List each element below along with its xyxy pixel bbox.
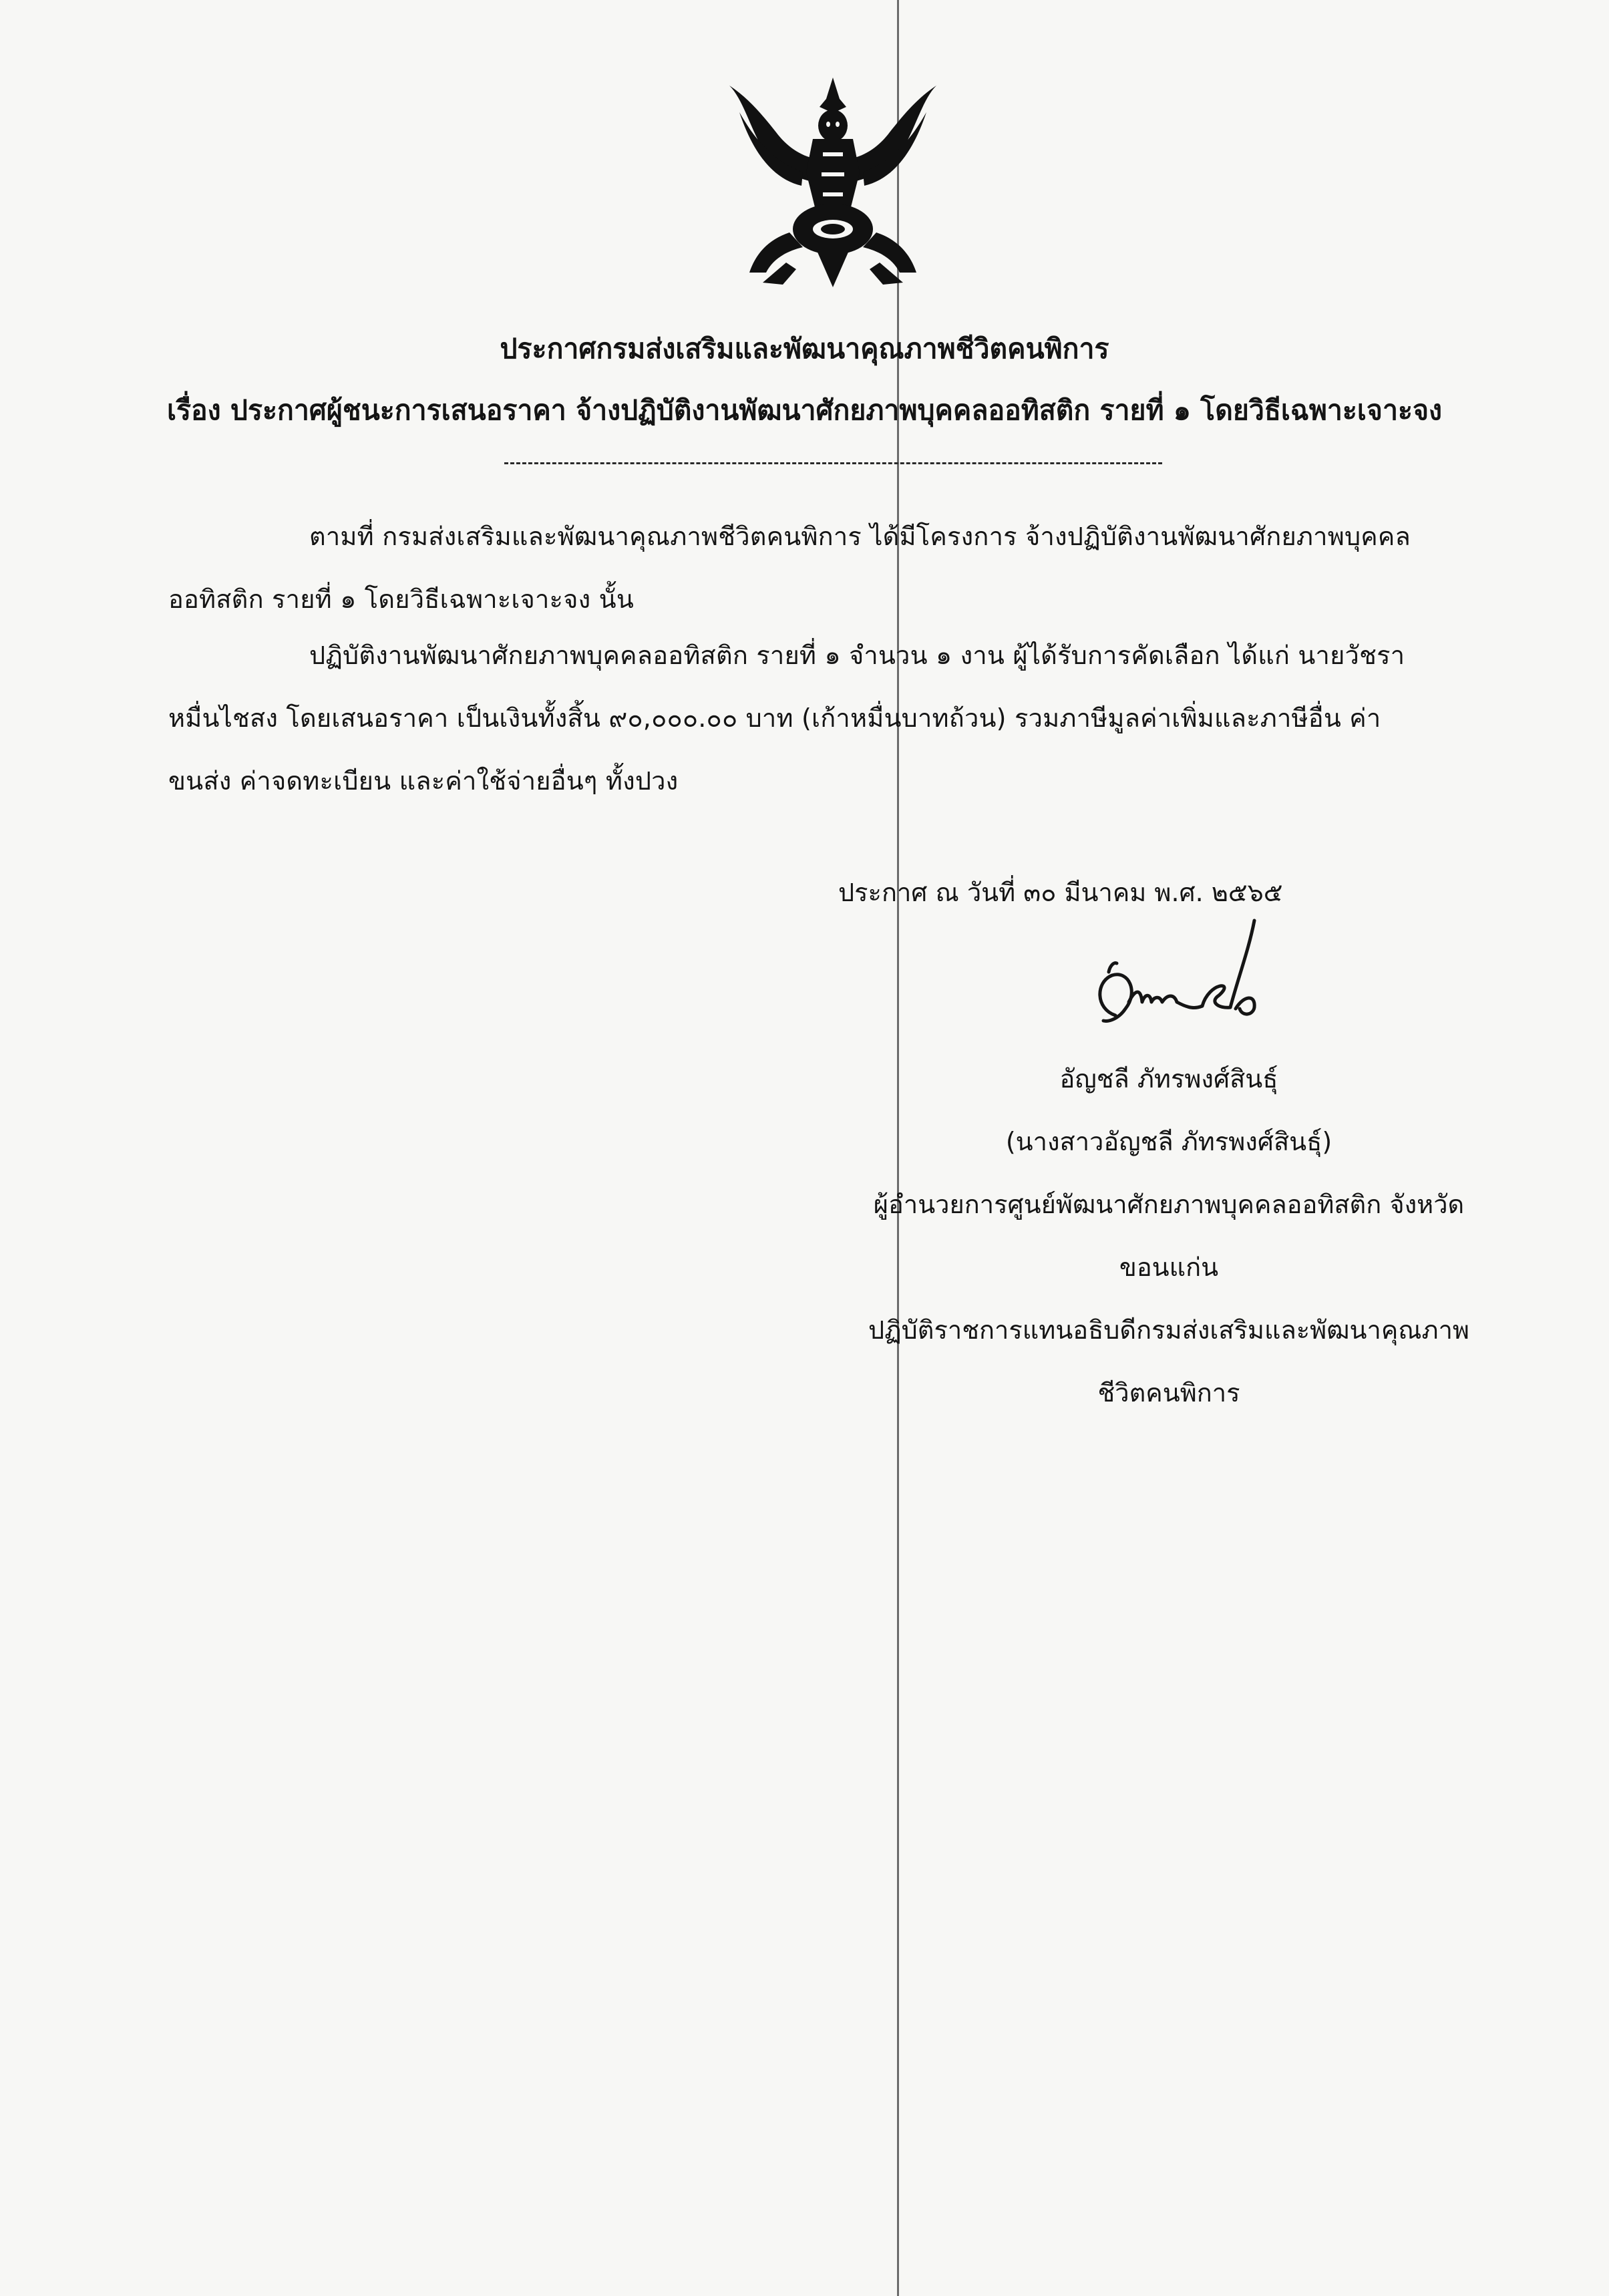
signer-position-line-2: ขอนแก่น [1119,1253,1219,1282]
garuda-emblem-icon [723,72,943,293]
announcement-title: ประกาศกรมส่งเสริมและพัฒนาคุณภาพชีวิตคนพิการ [500,333,1109,365]
body-paragraph-2-line-1: ปฏิบัติงานพัฒนาศักยภาพบุคคลออทิสติก รายที่ ๑ จำนวน ๑ งาน ผู้ได้รับการคัดเลือก ได้แก่ นายวัชรา [309,641,1405,670]
announcement-subject: เรื่อง ประกาศผู้ชนะการเสนอราคา จ้างปฏิบัติงานพัฒนาศักยภาพบุคคลออทิสติก รายที่ ๑ โดยวิธีเฉพาะเจาะจง [166,394,1443,426]
acting-for-line-1: ปฏิบัติราชการแทนอธิบดีกรมส่งเสริมและพัฒนาคุณภาพ [868,1315,1469,1345]
divider-line [504,462,1162,464]
handwritten-signature [1075,909,1289,1045]
signer-position-line-1: ผู้อำนวยการศูนย์พัฒนาศักยภาพบุคคลออทิสติก จังหวัด [873,1190,1465,1219]
body-paragraph-1-line-2: ออทิสติก รายที่ ๑ โดยวิธีเฉพาะเจาะจง นั้น [168,585,635,614]
signer-full-name: (นางสาวอัญชลี ภัทรพงศ์สินธุ์) [1005,1127,1332,1156]
signature-block [835,1047,1503,1424]
announcement-date: ประกาศ ณ วันที่ ๓๐ มีนาคม พ.ศ. ๒๕๖๕ [838,878,1283,907]
acting-for-line-2: ชีวิตคนพิการ [1097,1378,1240,1408]
body-paragraph-2-line-2: หมื่นไชสง โดยเสนอราคา เป็นเงินทั้งสิ้น ๙๐,๐๐๐.๐๐ บาท (เก้าหมื่นบาทถ้วน) รวมภาษีมูลค่าเพิ่มและภาษีอื่น ค่า [168,703,1381,733]
body-paragraph-1-line-1: ตามที่ กรมส่งเสริมและพัฒนาคุณภาพชีวิตคนพิการ ได้มีโครงการ จ้างปฏิบัติงานพัฒนาศักยภาพบุคคล [309,522,1411,551]
body-paragraph-2-line-3: ขนส่ง ค่าจดทะเบียน และค่าใช้จ่ายอื่นๆ ทั้งปวง [168,766,679,796]
signer-name: อัญชลี ภัทรพงศ์สินธุ์ [1059,1064,1278,1094]
